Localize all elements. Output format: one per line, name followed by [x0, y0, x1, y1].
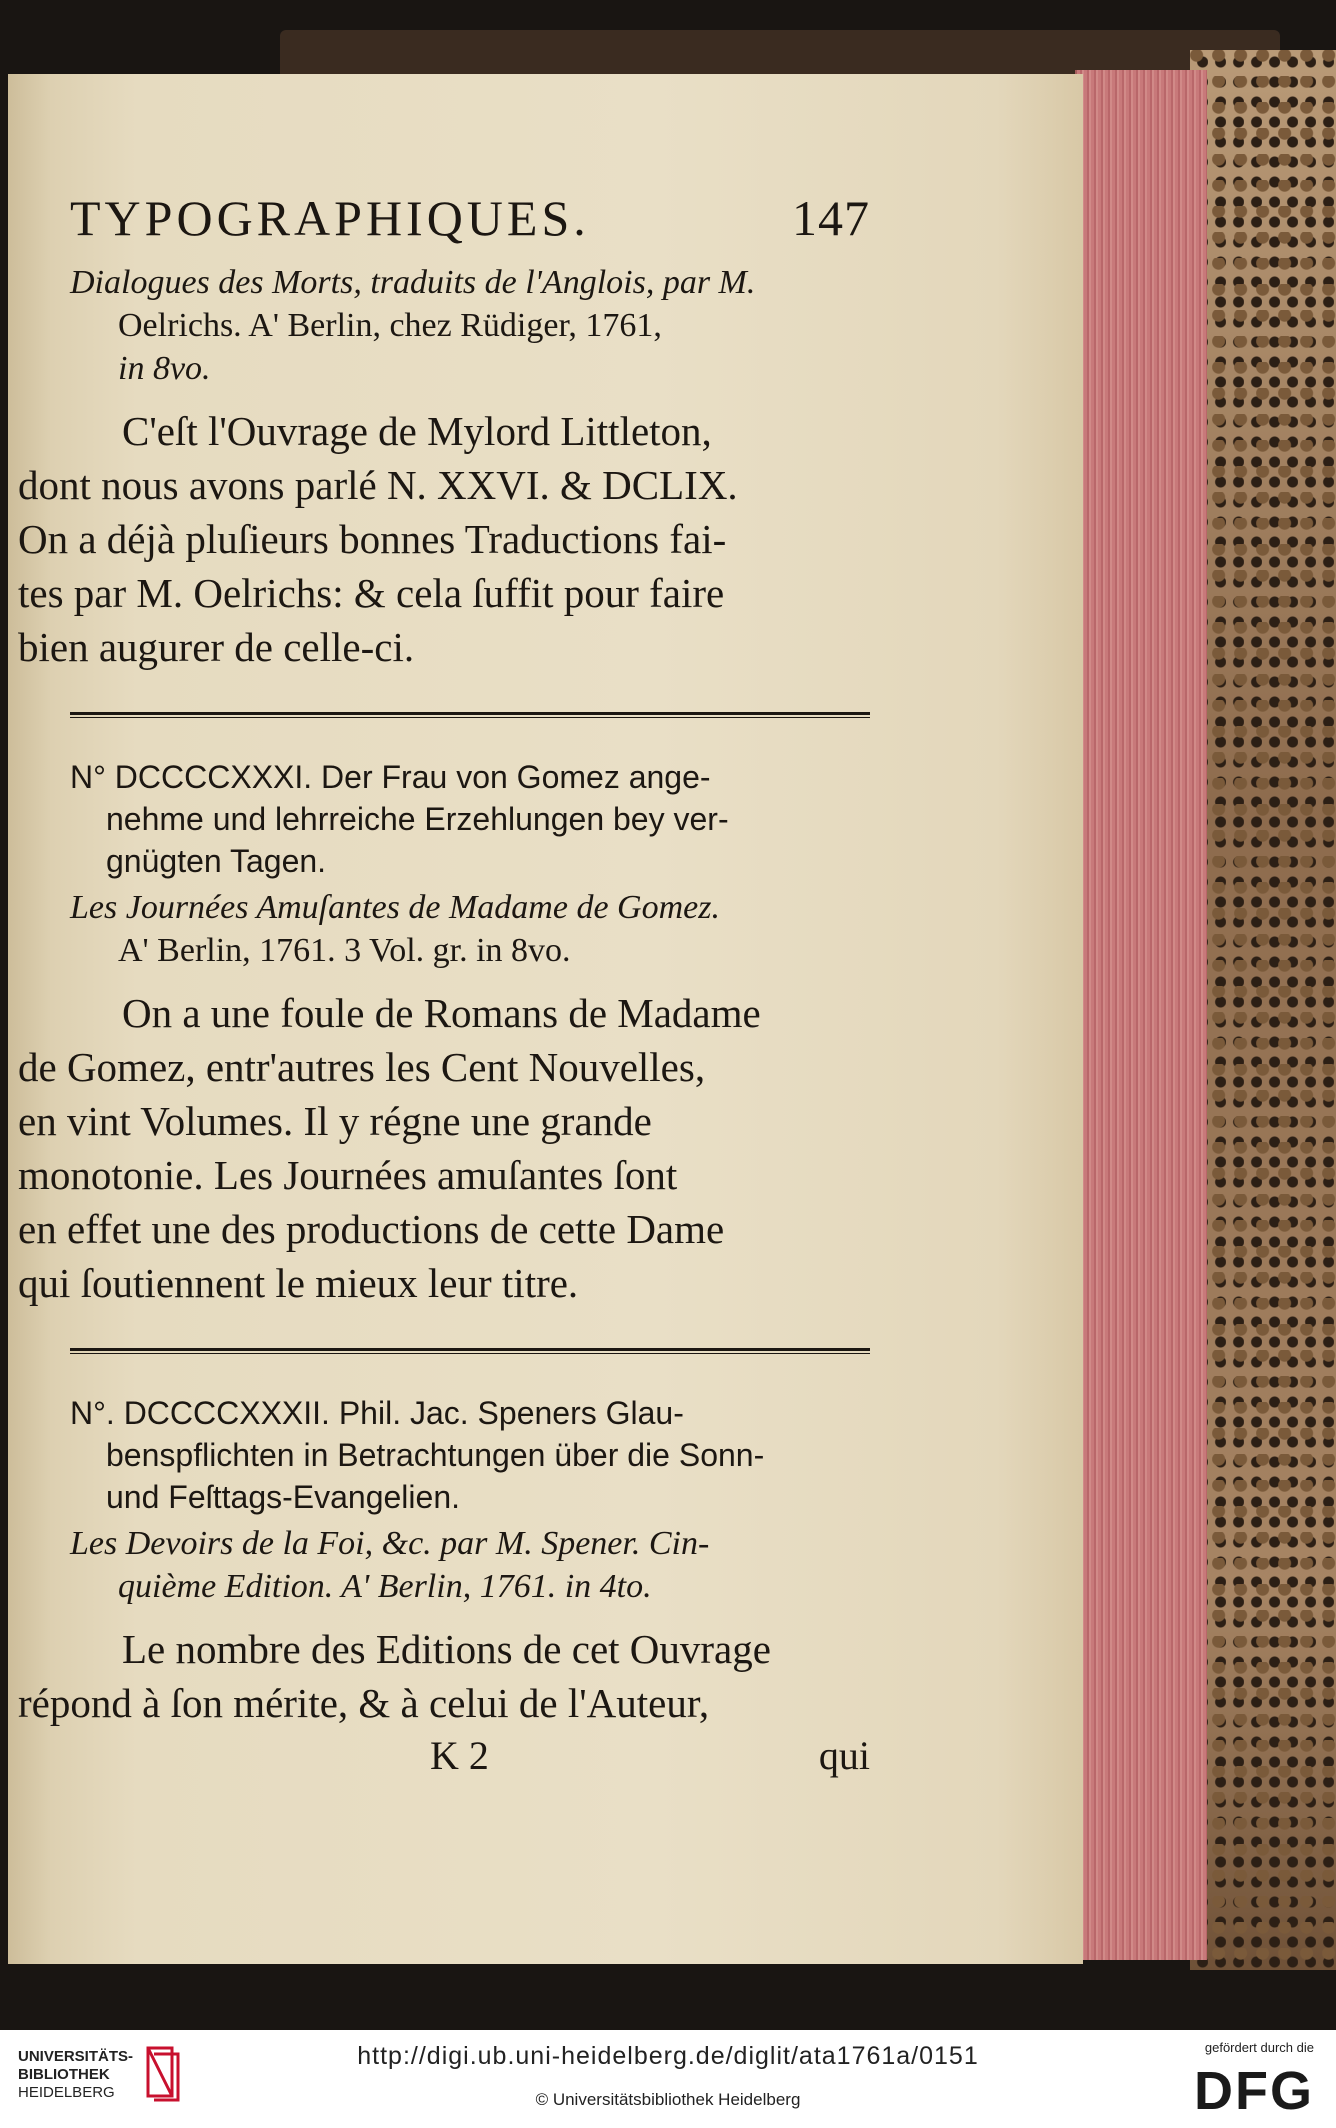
body-line: monotonie. Les Journées amuſantes ſont: [18, 1152, 678, 1198]
citation-line: A' Berlin, 1761. 3 Vol. gr. in 8vo.: [118, 932, 571, 969]
citation-line: Les Journées Amuſantes de Madame de Gomez.: [70, 889, 720, 926]
citation: [70, 261, 870, 390]
entry-heading-line: und Feſttags-Evangelien.: [106, 1479, 460, 1515]
signature-mark: K 2: [430, 1733, 489, 1778]
citation-line: in 8vo.: [118, 350, 211, 387]
marbled-cover: [1190, 50, 1336, 1970]
library-name-line: HEIDELBERG: [18, 2084, 115, 2101]
page-number: 147: [792, 190, 870, 246]
citation-line: quième Edition. A' Berlin, 1761. in 4to.: [118, 1568, 652, 1605]
entry-heading-line: benspflichten in Betrachtungen über die Sonn-: [106, 1437, 765, 1473]
citation-line: Les Devoirs de la Foi, &c. par M. Spener. Cin-: [70, 1525, 710, 1562]
copyright-notice: © Universitätsbibliothek Heidelberg: [535, 2090, 801, 2109]
entry-heading-line: nehme und lehrreiche Erzehlungen bey ver-: [106, 801, 729, 837]
body-line: Le nombre des Editions de cet Ouvrage: [122, 1626, 771, 1672]
citation: [70, 1522, 870, 1608]
body-line: dont nous avons parlé N. XXVI. & DCLIX.: [18, 462, 738, 508]
dfg-logo[interactable]: DFG: [1194, 2061, 1314, 2121]
body-line: On a une foule de Romans de Madame: [122, 990, 761, 1036]
library-name-line: UNIVERSITÄTS-: [18, 2048, 134, 2065]
entry-heading-line: gnügten Tagen.: [106, 843, 327, 879]
entry-heading-line: N°. DCCCCXXXII. Phil. Jac. Speners Glau-: [70, 1395, 684, 1431]
dfg-caption: gefördert durch die: [1204, 2040, 1314, 2055]
body-line: en vint Volumes. Il y régne une grande: [18, 1098, 652, 1144]
entry-2: [18, 756, 870, 1310]
book-page: [8, 74, 1083, 1964]
body-paragraph: [18, 1622, 870, 1730]
body-line: de Gomez, entr'autres les Cent Nouvelles,: [18, 1044, 706, 1090]
entry-heading: [70, 756, 870, 882]
running-head-title: TYPOGRAPHIQUES.: [70, 190, 590, 246]
citation: [70, 886, 870, 972]
running-head: [70, 189, 870, 247]
body-paragraph: [18, 986, 870, 1310]
entry-heading-line: N° DCCCCXXXI. Der Frau von Gomez ange-: [70, 759, 711, 795]
body-line: bien augurer de celle-ci.: [18, 624, 415, 670]
citation-line: Dialogues des Morts, traduits de l'Anglois, par M.: [70, 264, 756, 301]
body-line: qui ſoutiennent le mieux leur titre.: [18, 1260, 579, 1306]
viewer-footer: [0, 2030, 1336, 2128]
page-text-block: [18, 189, 870, 1779]
section-rule: [70, 1348, 870, 1354]
body-line: On a déjà pluſieurs bonnes Traductions fai-: [18, 516, 727, 562]
citation-line: Oelrichs. A' Berlin, chez Rüdiger, 1761,: [118, 307, 662, 344]
red-page-edges: [1075, 70, 1207, 1960]
body-line: répond à ſon mérite, & à celui de l'Auteur,: [18, 1680, 710, 1726]
signature-line: [70, 1732, 870, 1779]
entry-3: [18, 1392, 870, 1779]
body-paragraph: [18, 404, 870, 674]
body-line: en effet une des productions de cette Dame: [18, 1206, 725, 1252]
body-line: tes par M. Oelrichs: & cela ſuffit pour faire: [18, 570, 725, 616]
section-rule: [70, 712, 870, 718]
entry-heading: [70, 1392, 870, 1518]
body-line: C'eſt l'Ouvrage de Mylord Littleton,: [122, 408, 712, 454]
library-name-line: BIBLIOTHEK: [18, 2066, 110, 2083]
permalink-url[interactable]: http://digi.ub.uni-heidelberg.de/diglit/ata1761a/0151: [357, 2042, 979, 2070]
entry-1: [18, 261, 870, 674]
catchword: qui: [818, 1733, 870, 1778]
